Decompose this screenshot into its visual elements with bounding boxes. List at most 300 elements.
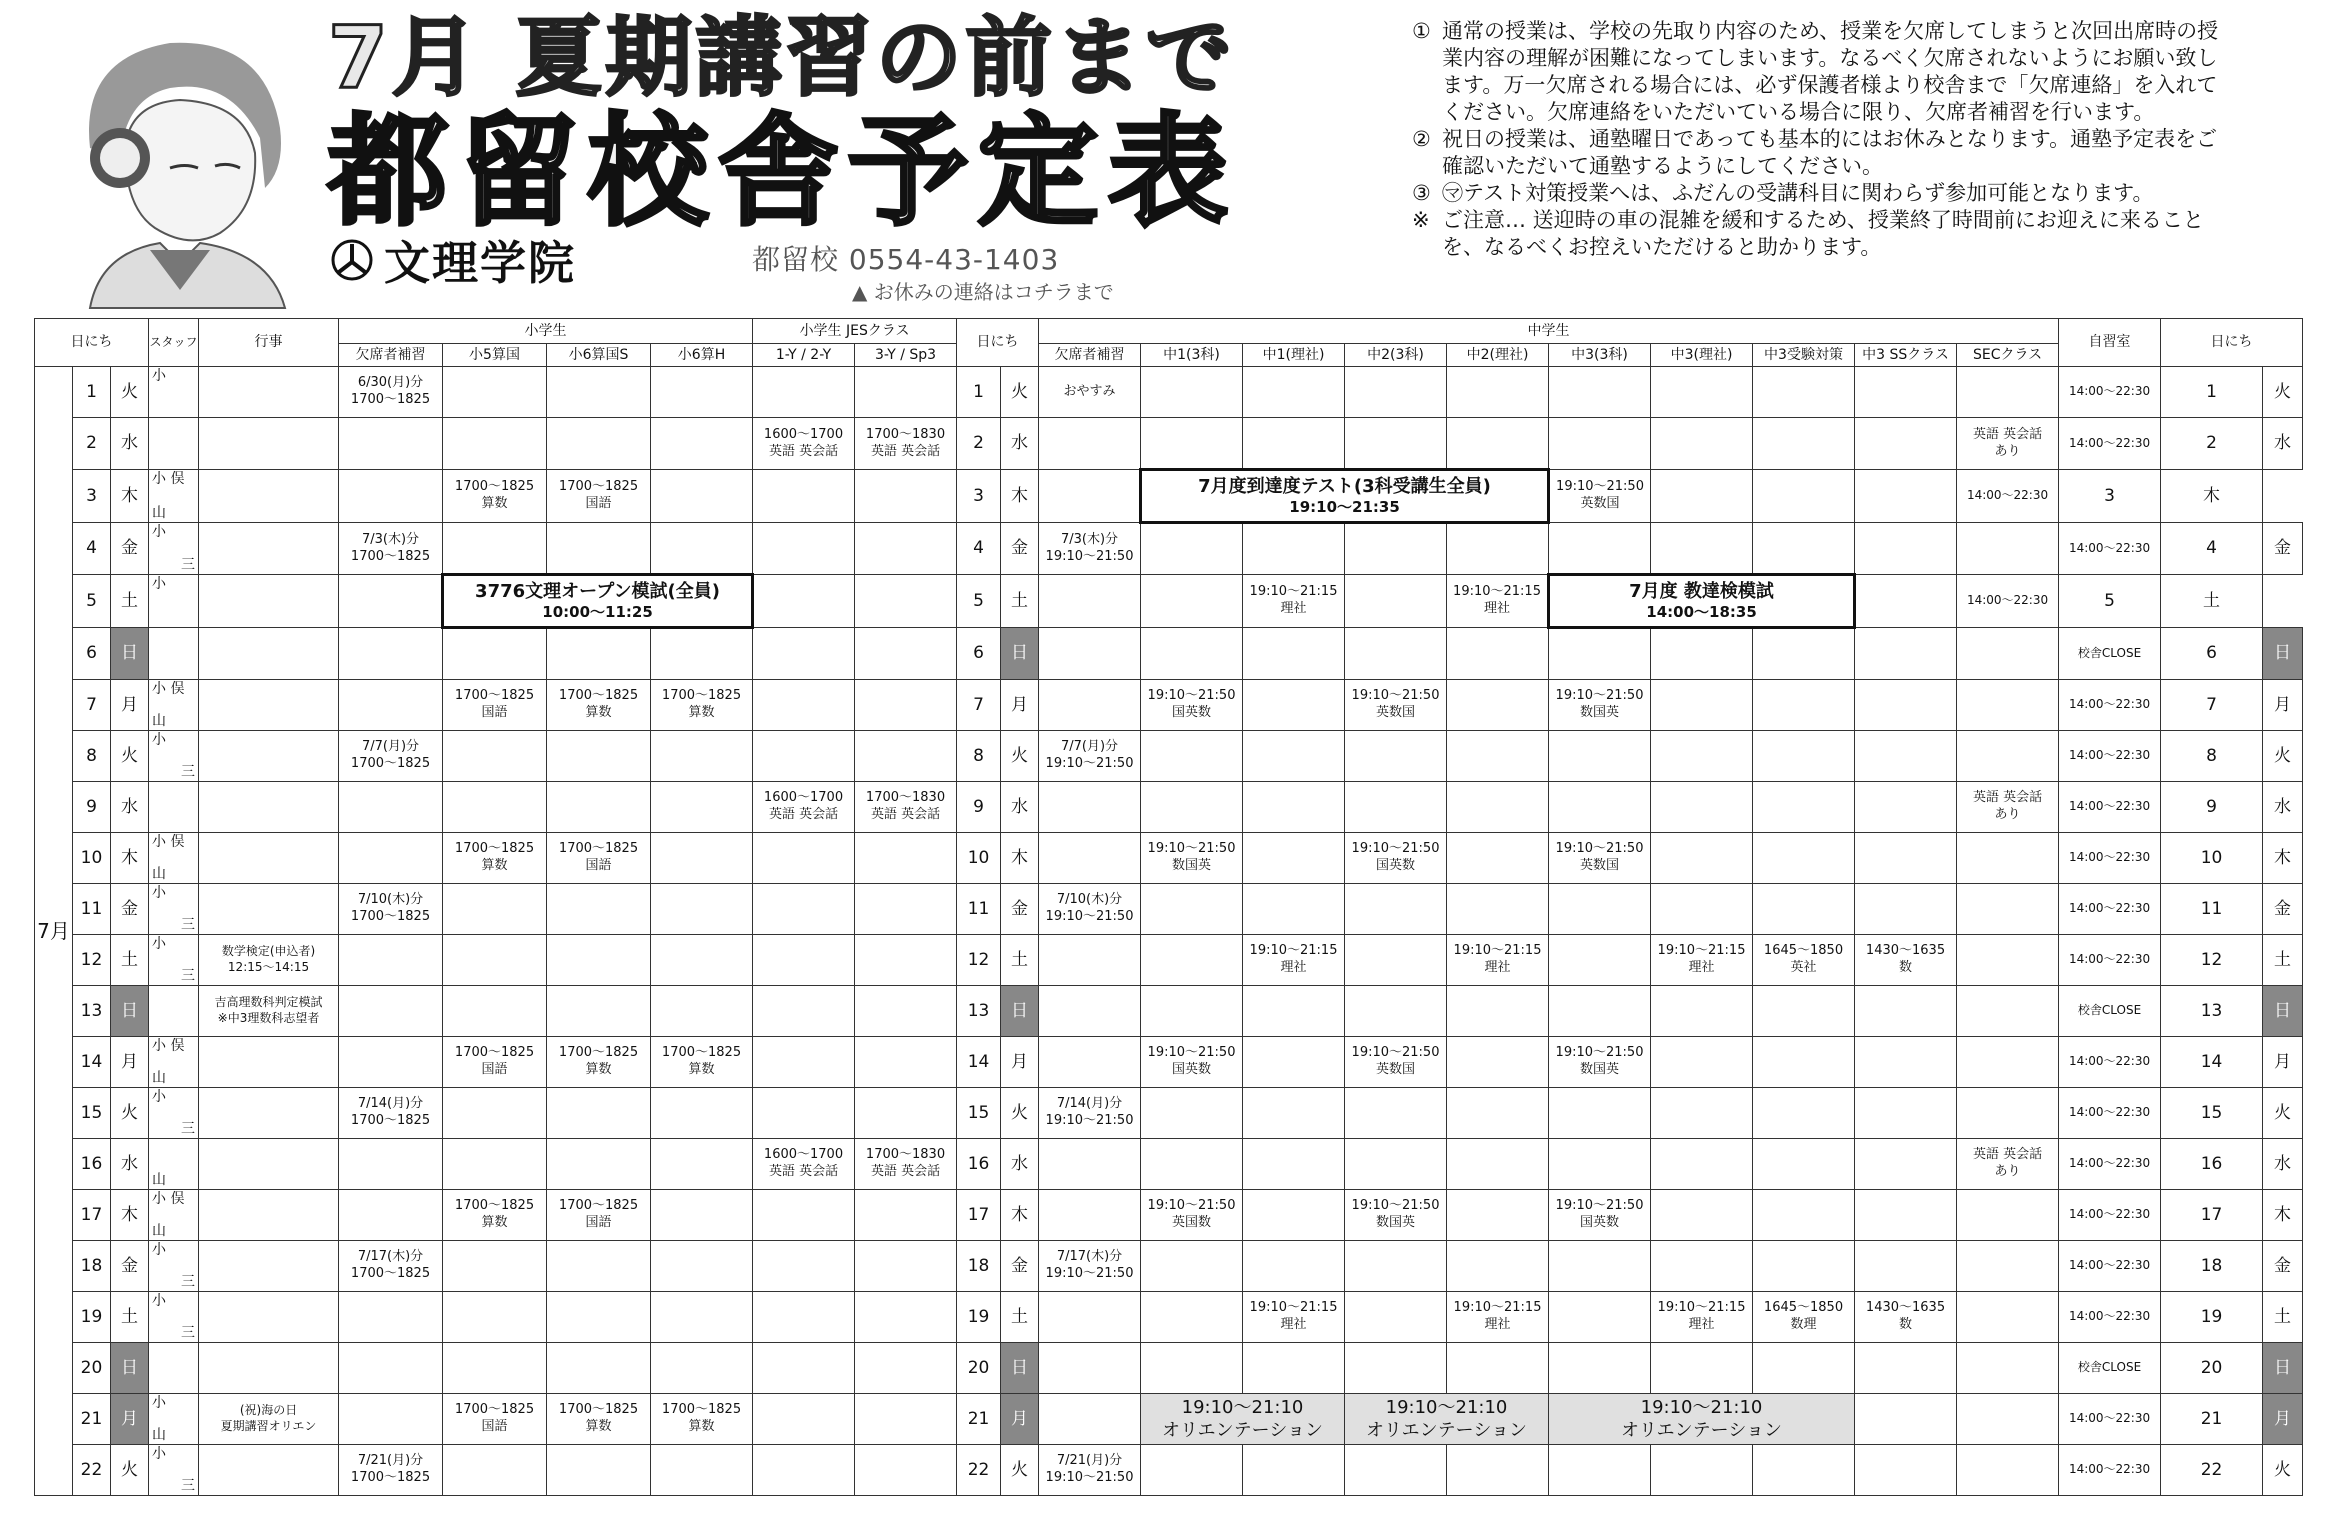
event-cell [199, 1394, 339, 1445]
weekday-mid [1001, 833, 1039, 884]
weekday-mid-line: 火 [1011, 381, 1029, 402]
elem-6-san-h [651, 523, 753, 575]
jes-1y2y [753, 731, 855, 782]
mid-3-ss [1753, 470, 1855, 523]
day-number-mid-line: 17 [967, 1204, 990, 1225]
elem-5-sankoku [443, 1343, 547, 1394]
weekday-mid [1001, 1241, 1039, 1292]
day-number-line: 14 [80, 1051, 103, 1072]
day-number-mid [957, 470, 1001, 523]
day-number-mid [957, 782, 1001, 833]
header-date-mid: 日にち [957, 319, 1039, 367]
mid-3-3ka [1549, 782, 1651, 833]
weekday [111, 1394, 149, 1445]
day-number-mid [957, 418, 1001, 470]
header-mid-col: 中3受験対策 [1753, 344, 1855, 367]
sec-class [1957, 986, 2059, 1037]
mid-absent-makeup-line: おやすみ [1063, 383, 1116, 399]
jes-1y2y [753, 1037, 855, 1088]
mid-2-risha [1447, 418, 1549, 470]
mid-absent-makeup-line: 7/7(月)分 [1060, 739, 1119, 755]
mid-2-3ka-line: 英数国 [1376, 705, 1416, 720]
mid-1-risha [1243, 680, 1345, 731]
day-number [73, 1292, 111, 1343]
mid-absent-makeup-line: 7/3(木)分 [1060, 531, 1119, 547]
weekday-line: 月 [121, 694, 138, 715]
day-number-line: 7 [86, 694, 97, 715]
elem-6-san-h [651, 1037, 753, 1088]
day-number-mid-line: 2 [973, 433, 984, 454]
table-row [35, 1445, 2337, 1496]
mid-absent-makeup [1039, 1037, 1141, 1088]
mid-3-3ka [1549, 418, 1651, 470]
mid-1-3ka [1141, 1088, 1243, 1139]
weekday-mid [1001, 418, 1039, 470]
elem-5-sankoku-line: 1700〜1825 [454, 841, 535, 857]
mid-2-3ka [1345, 986, 1447, 1037]
weekday-line: 水 [121, 796, 138, 817]
mid-3-3ka [1549, 935, 1651, 986]
day-number-line: 19 [80, 1306, 103, 1327]
sec-class [1957, 418, 2059, 470]
mid-1-3ka [1141, 1292, 1243, 1343]
mid-2-3ka [1345, 575, 1447, 628]
elem-6-san-h [651, 986, 753, 1037]
weekday-mid [1001, 1343, 1039, 1394]
day-number [73, 1445, 111, 1496]
phone-number: 都留校 0554-43-1403 [752, 243, 1060, 276]
day-number-right-line: 8 [2206, 745, 2217, 766]
jes-1y2y [753, 1190, 855, 1241]
day-number-right [2161, 1088, 2263, 1139]
orientation-mid2 [1345, 1394, 1549, 1445]
mid-3-risha [1651, 1445, 1753, 1496]
day-number-right-line: 12 [2200, 949, 2223, 970]
jes-1y2y [753, 470, 855, 523]
header-mid-col: 中3(理社) [1651, 344, 1753, 367]
mid-2-3ka [1345, 1343, 1447, 1394]
event-cell-line: 吉高理数科判定模試 [214, 995, 323, 1010]
day-number-mid [957, 628, 1001, 680]
elem-absent-makeup-line: 1700〜1825 [350, 1470, 431, 1485]
mid-3-ss [1855, 986, 1957, 1037]
weekday-line: 日 [121, 1357, 138, 1378]
weekday-mid [1001, 884, 1039, 935]
mid-1-risha [1243, 935, 1345, 986]
day-number-mid-line: 21 [967, 1408, 990, 1429]
sec-class [1957, 1241, 2059, 1292]
elem-6-sankoku-s [547, 1190, 651, 1241]
day-number-mid-line: 16 [967, 1153, 990, 1174]
mid-1-risha [1243, 1445, 1345, 1496]
event-cell [199, 1139, 339, 1190]
elem-absent-makeup-line: 7/10(木)分 [357, 892, 424, 908]
header-elem-col: 小6算国S [547, 344, 651, 367]
staff-cell [149, 782, 199, 833]
weekday-line: 金 [121, 538, 138, 559]
mid-3-ss [1855, 367, 1957, 418]
jes-3y-sp3-line: 英語 英会話 [870, 1164, 941, 1179]
event-cell [199, 418, 339, 470]
staff-bottom: 山 [152, 504, 167, 521]
mid-1-risha [1243, 523, 1345, 575]
mid-1-3ka [1141, 1343, 1243, 1394]
day-number-mid [957, 1190, 1001, 1241]
mid-1-3ka [1141, 680, 1243, 731]
sec-class-line: あり [1994, 807, 2021, 822]
day-number-mid [957, 575, 1001, 628]
elem-6-san-h [651, 782, 753, 833]
mid-3-exam-prep [1753, 418, 1855, 470]
header-elem-col: 小5算国 [443, 344, 547, 367]
staff-bottom: 山 [152, 1222, 167, 1239]
mid-3-3ka [1549, 1088, 1651, 1139]
weekday-right-line: 土 [2274, 1306, 2292, 1327]
day-number [73, 470, 111, 523]
study-room-line: 校舎CLOSE [2077, 1003, 2142, 1018]
weekday [111, 731, 149, 782]
day-number-mid [957, 367, 1001, 418]
weekday-right-line: 月 [2274, 1051, 2292, 1072]
mid-absent-makeup [1039, 833, 1141, 884]
day-number-right-line: 22 [2200, 1459, 2223, 1480]
staff-cell [149, 833, 199, 884]
day-number-mid-line: 3 [973, 485, 984, 506]
weekday-right [2263, 1445, 2303, 1496]
sec-class [1957, 884, 2059, 935]
event-kyotatsu [1549, 575, 1855, 628]
study-room-line: 14:00〜22:30 [2068, 1156, 2151, 1171]
elem-5-sankoku-line: 1700〜1825 [454, 1402, 535, 1418]
elem-absent-makeup-line: 7/3(木)分 [361, 531, 420, 547]
mid-3-exam-prep [1753, 1292, 1855, 1343]
mid-3-risha-line: 理社 [1688, 960, 1715, 975]
table-row [35, 680, 2337, 731]
table-row [35, 418, 2337, 470]
day-number-line: 16 [80, 1153, 103, 1174]
header-elementary: 小学生 [339, 319, 753, 344]
elem-5-sankoku-line: 算数 [481, 496, 508, 511]
weekday [111, 1445, 149, 1496]
mid-2-3ka [1345, 1241, 1447, 1292]
day-number-right [2161, 731, 2263, 782]
day-number-right-line: 10 [2200, 847, 2223, 868]
staff-cell [149, 1139, 199, 1190]
day-number-mid-line: 22 [967, 1459, 990, 1480]
mid-1-risha [1243, 1037, 1345, 1088]
mid-2-risha [1447, 575, 1549, 628]
mid-2-risha [1447, 1292, 1549, 1343]
study-room [1957, 470, 2059, 523]
jes-1y2y [753, 367, 855, 418]
elem-absent-makeup [339, 628, 443, 680]
staff-top: 小 [152, 576, 167, 592]
elem-6-san-h [651, 1292, 753, 1343]
mid-1-risha-line: 理社 [1280, 1317, 1307, 1332]
elem-5-sankoku [443, 1037, 547, 1088]
weekday-mid [1001, 575, 1039, 628]
header-middle: 中学生 [1039, 319, 2059, 344]
weekday-line: 火 [121, 745, 138, 766]
weekday-line: 金 [121, 898, 138, 919]
mid-3-exam-prep [1753, 367, 1855, 418]
elem-6-sankoku-s-line: 算数 [585, 1062, 612, 1077]
elem-5-sankoku [443, 1190, 547, 1241]
day-number-right [2161, 1445, 2263, 1496]
elem-6-sankoku-s-line: 1700〜1825 [558, 1045, 639, 1061]
study-room-line: 14:00〜22:30 [2068, 697, 2151, 712]
day-number-line: 9 [86, 796, 97, 817]
elem-6-sankoku-s-line: 国語 [585, 858, 612, 873]
elem-6-san-h [651, 1343, 753, 1394]
elem-5-sankoku [443, 523, 547, 575]
mid-2-3ka-line: 19:10〜21:50 [1351, 841, 1440, 857]
elem-6-san-h [651, 1139, 753, 1190]
mid-3-risha-line: 19:10〜21:15 [1657, 943, 1746, 959]
jes-1y2y [753, 1139, 855, 1190]
weekday-line: 木 [121, 1204, 138, 1225]
elem-absent-makeup-line: 7/14(月)分 [357, 1096, 424, 1112]
weekday-right-line: 月 [2274, 694, 2292, 715]
mid-3-3ka [1549, 680, 1651, 731]
sec-class-line: あり [1994, 443, 2021, 459]
elem-6-sankoku-s-line: 算数 [585, 1419, 612, 1434]
mid-1-3ka-line: 国英数 [1172, 1062, 1212, 1077]
day-number-right [2161, 935, 2263, 986]
weekday-line: 水 [121, 1153, 138, 1174]
weekday-mid-line: 水 [1011, 1153, 1029, 1174]
weekday-mid [1001, 523, 1039, 575]
study-room-line: 校舎CLOSE [2077, 645, 2142, 660]
mid-3-3ka [1549, 1241, 1651, 1292]
weekday-mid-line: 土 [1011, 949, 1029, 970]
elem-6-san-h [651, 628, 753, 680]
weekday-line: 金 [121, 1255, 138, 1276]
day-number-right [2059, 575, 2161, 628]
mid-3-3ka [1549, 1139, 1651, 1190]
mid-3-exam-prep [1753, 1037, 1855, 1088]
weekday-right-line: 金 [2274, 1255, 2292, 1276]
mid-3-risha [1651, 935, 1753, 986]
study-room [2059, 1445, 2161, 1496]
staff-cell [149, 628, 199, 680]
mid-3-3ka [1549, 1292, 1651, 1343]
mid-2-3ka [1345, 884, 1447, 935]
mid-absent-makeup [1039, 884, 1141, 935]
day-number [73, 884, 111, 935]
weekday-right-line: 月 [2274, 1408, 2292, 1429]
day-number-right [2161, 884, 2263, 935]
elem-6-san-h [651, 884, 753, 935]
mid-2-risha [1447, 986, 1549, 1037]
jes-3y-sp3 [855, 523, 957, 575]
sec-class [1957, 1394, 2059, 1445]
day-number-line: 22 [80, 1459, 103, 1480]
study-room [2059, 986, 2161, 1037]
day-number-mid-line: 9 [973, 796, 984, 817]
elem-absent-makeup [339, 575, 443, 628]
day-number-line: 1 [86, 381, 97, 402]
notice-mark: ② [1412, 127, 1431, 151]
elem-absent-makeup-line: 7/21(月)分 [357, 1453, 424, 1469]
table-row [35, 1292, 2337, 1343]
sec-class [1957, 628, 2059, 680]
weekday-line: 月 [121, 1051, 138, 1072]
day-number-line: 6 [86, 643, 97, 664]
table-body [35, 367, 2337, 1496]
elem-6-sankoku-s-line: 1700〜1825 [558, 841, 639, 857]
sec-class-line: 英語 英会話 [1972, 1147, 2043, 1163]
mid-3-3ka [1549, 367, 1651, 418]
day-number-right-line: 13 [2200, 1000, 2223, 1021]
weekday-mid-line: 水 [1011, 433, 1029, 454]
weekday-right-line: 日 [2274, 1357, 2292, 1378]
day-number-mid-line: 6 [973, 643, 984, 664]
header-mid-col: 中2(3科) [1345, 344, 1447, 367]
orientation-mid3-title: 19:10〜21:10 [1640, 1396, 1763, 1418]
notice-3 [1412, 180, 2222, 207]
orientation-mid2-title: 19:10〜21:10 [1385, 1396, 1508, 1418]
study-room-line: 14:00〜22:30 [2068, 952, 2151, 967]
day-number [73, 986, 111, 1037]
header-elementary-jes: 小学生 JESクラス [753, 319, 957, 344]
jes-3y-sp3-line: 英語 英会話 [870, 443, 941, 459]
elem-6-sankoku-s [547, 367, 651, 418]
day-number-line: 17 [80, 1204, 103, 1225]
elem-5-sankoku-line: 1700〜1825 [454, 1045, 535, 1061]
elem-6-sankoku-s [547, 782, 651, 833]
elem-absent-makeup [339, 1088, 443, 1139]
sec-class [1957, 782, 2059, 833]
day-number [73, 833, 111, 884]
weekday-mid-line: 土 [1011, 590, 1029, 611]
mid-2-risha-line: 19:10〜21:15 [1453, 584, 1541, 600]
notice-text: 通常の授業は、学校の先取り内容のため、授業を欠席してしまうと次回出席時の授業内容の理解が困難になってしまいます。なるべく欠席されないようにお願い致します。万一欠席される場合には、必ず保護者様より校舎まで「欠席連絡」を入れてください。欠席連絡をいただいている場合に限り、欠席者補習を行います。 [1442, 19, 2219, 124]
mid-2-risha [1447, 1088, 1549, 1139]
event-moshi-time: 10:00〜11:25 [542, 602, 653, 621]
day-number-mid [957, 523, 1001, 575]
mid-2-risha [1447, 782, 1549, 833]
table-row [35, 1190, 2337, 1241]
mid-1-risha [1243, 1343, 1345, 1394]
mid-2-risha-line: 理社 [1484, 601, 1511, 616]
weekday-line: 火 [121, 1459, 138, 1480]
mid-1-risha [1243, 731, 1345, 782]
mid-2-risha [1447, 628, 1549, 680]
event-cell [199, 1343, 339, 1394]
elem-5-sankoku [443, 628, 547, 680]
day-number-right-line: 17 [2200, 1204, 2223, 1225]
notice-list [1412, 18, 2222, 261]
jes-3y-sp3 [855, 833, 957, 884]
day-number-mid [957, 833, 1001, 884]
mid-1-risha [1243, 1088, 1345, 1139]
day-number-right [2161, 418, 2263, 470]
elem-6-sankoku-s-line: 1700〜1825 [558, 1198, 639, 1214]
header-elem-col: 小6算H [651, 344, 753, 367]
elem-absent-makeup [339, 782, 443, 833]
jes-1y2y-line: 英語 英会話 [768, 443, 839, 459]
day-number-right [2161, 1343, 2263, 1394]
elem-absent-makeup [339, 680, 443, 731]
study-room-line: 14:00〜22:30 [2068, 1054, 2151, 1069]
mid-1-risha [1243, 782, 1345, 833]
mid-1-3ka [1141, 1445, 1243, 1496]
elem-absent-makeup [339, 1292, 443, 1343]
mid-2-3ka [1345, 833, 1447, 884]
staff-cell [149, 680, 199, 731]
jes-3y-sp3 [855, 986, 957, 1037]
mid-3-exam-prep [1753, 523, 1855, 575]
mid-2-3ka [1345, 367, 1447, 418]
table-header [35, 319, 2337, 367]
mid-1-3ka-line: 19:10〜21:50 [1147, 688, 1236, 704]
weekday-mid-line: 水 [1011, 796, 1029, 817]
mid-2-3ka [1345, 1292, 1447, 1343]
mid-3-exam-prep [1753, 1139, 1855, 1190]
elem-5-sankoku-line: 1700〜1825 [454, 688, 535, 704]
study-room [2059, 884, 2161, 935]
mid-1-risha-line: 理社 [1280, 960, 1307, 975]
day-number-right-line: 20 [2200, 1357, 2223, 1378]
jes-1y2y [753, 680, 855, 731]
elem-5-sankoku [443, 1394, 547, 1445]
mid-2-risha-line: 理社 [1484, 1317, 1511, 1332]
weekday-right-line: 土 [2203, 590, 2221, 611]
mid-3-exam-prep [1753, 628, 1855, 680]
weekday [111, 470, 149, 523]
study-room [2059, 1088, 2161, 1139]
weekday-mid [1001, 470, 1039, 523]
day-number-mid [957, 1037, 1001, 1088]
elem-6-san-h [651, 1190, 753, 1241]
mid-3-risha [1651, 1037, 1753, 1088]
mid-1-3ka-line: 国英数 [1172, 705, 1212, 720]
study-room-line: 14:00〜22:30 [2068, 850, 2151, 865]
weekday-line: 月 [121, 1408, 138, 1429]
staff-bottom: 山 [152, 1426, 167, 1443]
day-number-line: 20 [80, 1357, 103, 1378]
weekday-right [2263, 782, 2303, 833]
elem-absent-makeup [339, 1190, 443, 1241]
sec-class [1957, 680, 2059, 731]
study-room-line: 14:00〜22:30 [1966, 593, 2049, 608]
mid-3-ss [1855, 1088, 1957, 1139]
sec-class [1957, 1292, 2059, 1343]
weekday-mid-line: 月 [1011, 694, 1029, 715]
jes-3y-sp3 [855, 884, 957, 935]
elem-5-sankoku-line: 1700〜1825 [454, 1198, 535, 1214]
staff-cell [149, 470, 199, 523]
mid-1-3ka [1141, 986, 1243, 1037]
day-number-mid-line: 11 [967, 898, 990, 919]
weekday-line: 木 [121, 847, 138, 868]
mid-absent-makeup [1039, 418, 1141, 470]
mid-3-ss-line: 数 [1899, 960, 1913, 975]
elem-absent-makeup-line: 1700〜1825 [350, 1266, 431, 1281]
weekday-right [2263, 884, 2303, 935]
weekday-right-line: 火 [2274, 381, 2292, 402]
day-number-mid-line: 8 [973, 745, 984, 766]
elem-6-sankoku-s [547, 1394, 651, 1445]
mid-1-3ka [1141, 731, 1243, 782]
mid-1-3ka-line: 19:10〜21:50 [1147, 1198, 1236, 1214]
weekday-right-line: 金 [2274, 538, 2292, 559]
mid-1-risha [1243, 884, 1345, 935]
weekday-mid [1001, 367, 1039, 418]
study-room [2059, 523, 2161, 575]
weekday-right-line: 水 [2274, 1153, 2292, 1174]
